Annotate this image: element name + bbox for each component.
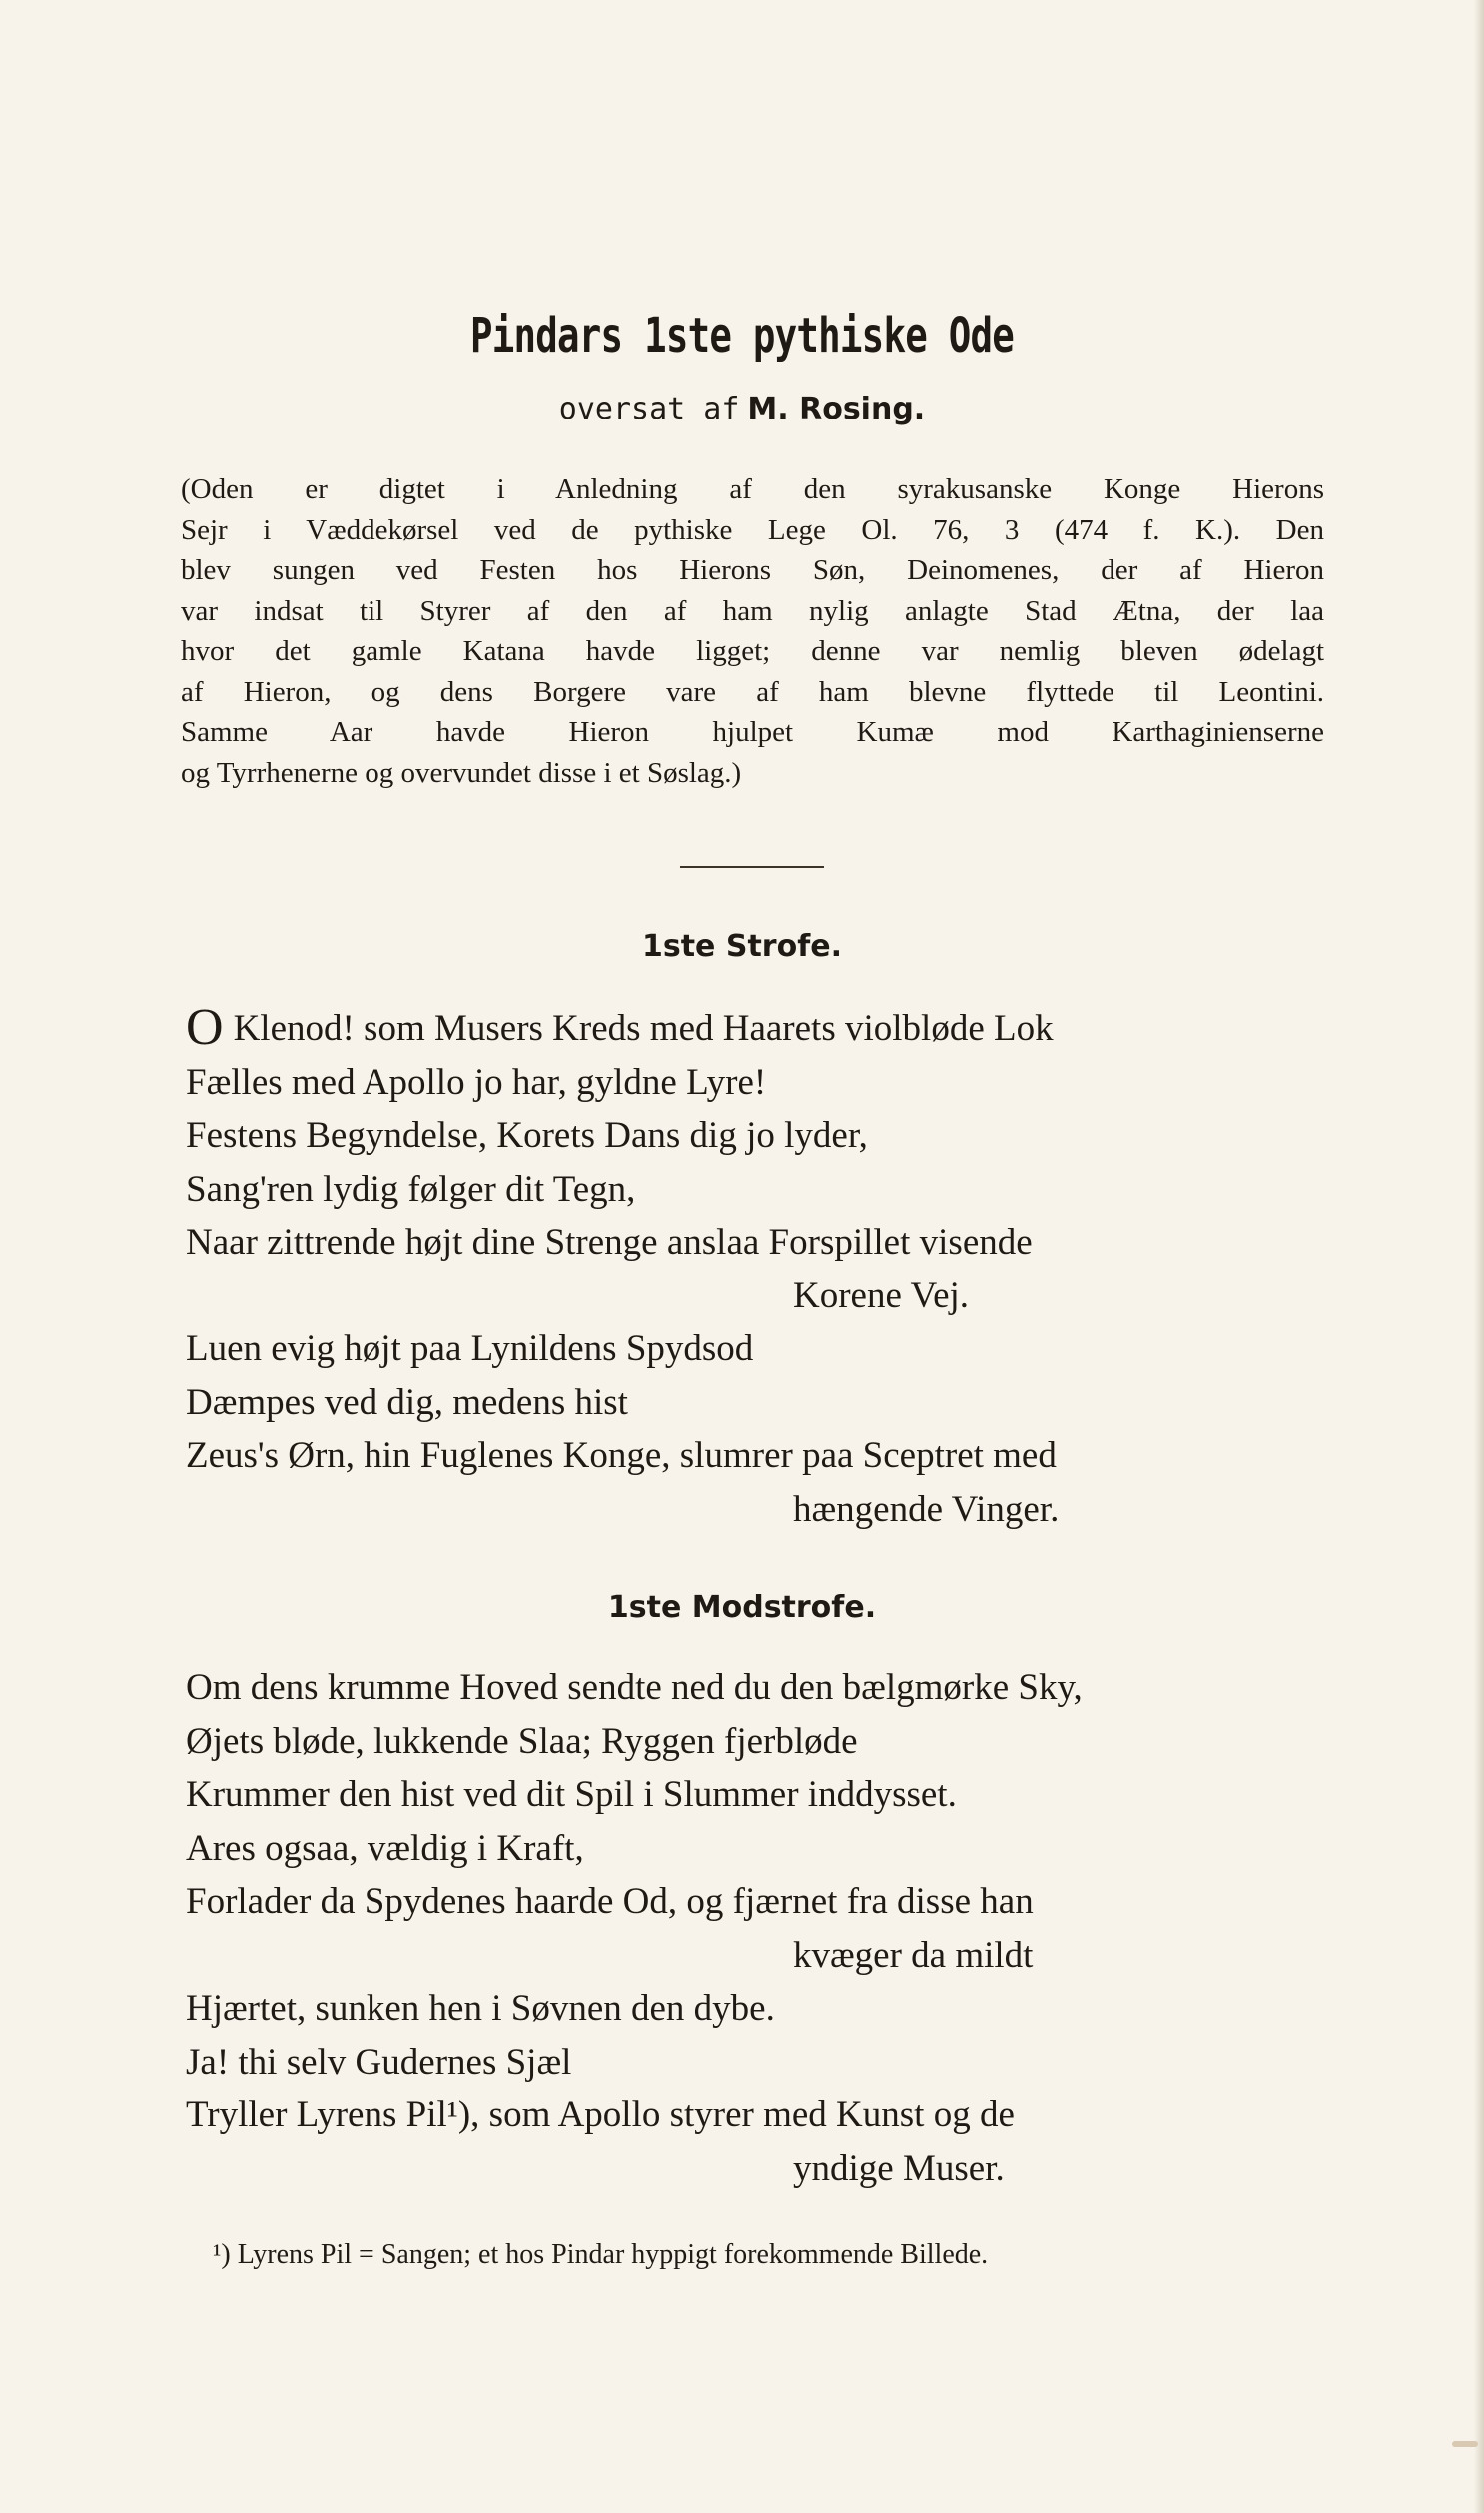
verse-line-continuation: hængende Vinger. bbox=[793, 1488, 1060, 1530]
verse-line: Sang'ren lydig følger dit Tegn, bbox=[186, 1168, 636, 1210]
page-title: Pindars 1ste pythiske Ode bbox=[469, 308, 1015, 364]
verse-line-text: Klenod! som Musers Kreds med Haarets violbløde Lok bbox=[233, 1008, 1054, 1049]
verse-line: Luen evig højt paa Lynildens Spydsod bbox=[186, 1328, 754, 1369]
verse-line: Zeus's Ørn, hin Fuglenes Konge, slumrer paa Sceptret med bbox=[186, 1435, 1057, 1476]
drop-cap: O bbox=[186, 999, 224, 1056]
verse-line: Øjets bløde, lukkende Slaa; Ryggen fjerbløde bbox=[186, 1720, 858, 1762]
verse-line-continuation: Korene Vej. bbox=[793, 1274, 970, 1316]
intro-paragraph bbox=[181, 469, 1324, 793]
footnote bbox=[213, 2239, 1331, 2271]
page-edge bbox=[1474, 0, 1484, 2513]
byline bbox=[0, 392, 1484, 426]
strophe-verse bbox=[186, 999, 1324, 1536]
verse-line-continuation: yndige Muser. bbox=[793, 2147, 1005, 2189]
antistrophe-heading: 1ste Modstrofe. bbox=[607, 1590, 877, 1625]
byline-prefix: oversat af bbox=[558, 392, 740, 426]
footnote-marker: ¹) bbox=[213, 2239, 231, 2270]
intro-line: Samme Aar havde Hieron hjulpet Kumæ mod Karthaginienserne bbox=[181, 716, 1324, 748]
verse-line: Ares ogsaa, vældig i Kraft, bbox=[186, 1827, 584, 1869]
verse-line: Krummer den hist ved dit Spil i Slummer inddysset. bbox=[186, 1774, 957, 1815]
strophe-heading: 1ste Strofe. bbox=[641, 929, 842, 964]
verse-line: Hjærtet, sunken hen i Søvnen den dybe. bbox=[186, 1988, 775, 2029]
verse-line: Festens Begyndelse, Korets Dans dig jo lyder, bbox=[186, 1115, 868, 1156]
verse-line: Om dens krumme Hoved sendte ned du den bælgmørke Sky, bbox=[186, 1667, 1083, 1708]
translator-name: M. Rosing. bbox=[747, 392, 926, 426]
intro-line: hvor det gamle Katana havde ligget; denne var nemlig bleven ødelagt bbox=[181, 635, 1324, 667]
intro-line: blev sungen ved Festen hos Hierons Søn, Deinomenes, der af Hieron bbox=[181, 554, 1324, 586]
verse-line: Forlader da Spydenes haarde Od, og fjærnet fra disse han bbox=[186, 1881, 1034, 1922]
intro-line: Sejr i Væddekørsel ved de pythiske Lege Ol. 76, 3 (474 f. K.). Den bbox=[181, 513, 1324, 546]
verse-line-continuation: kvæger da mildt bbox=[793, 1934, 1034, 1976]
antistrophe-verse bbox=[186, 1661, 1324, 2195]
intro-line: var indsat til Styrer af den af ham nylig anlagte Stad Ætna, der laa bbox=[181, 594, 1324, 627]
footnote-text: Lyrens Pil = Sangen; et hos Pindar hyppigt forekommende Billede. bbox=[237, 2239, 989, 2270]
intro-line: af Hieron, og dens Borgere vare af ham blevne flyttede til Leontini. bbox=[181, 675, 1324, 708]
verse-line bbox=[186, 999, 1324, 1056]
verse-line: Fælles med Apollo jo har, gyldne Lyre! bbox=[186, 1061, 767, 1103]
paper-mark bbox=[1452, 2441, 1478, 2447]
verse-line: Naar zittrende højt dine Strenge anslaa Forspillet visende bbox=[186, 1222, 1033, 1262]
intro-line: (Oden er digtet i Anledning af den syrakusanske Konge Hierons bbox=[181, 473, 1324, 505]
verse-line: Ja! thi selv Gudernes Sjæl bbox=[186, 2041, 572, 2083]
verse-line: Dæmpes ved dig, medens hist bbox=[186, 1381, 628, 1423]
section-divider bbox=[680, 866, 824, 868]
intro-line: og Tyrrhenerne og overvundet disse i et Søslag.) bbox=[181, 756, 742, 789]
verse-line: Tryller Lyrens Pil¹), som Apollo styrer med Kunst og de bbox=[186, 2094, 1015, 2135]
